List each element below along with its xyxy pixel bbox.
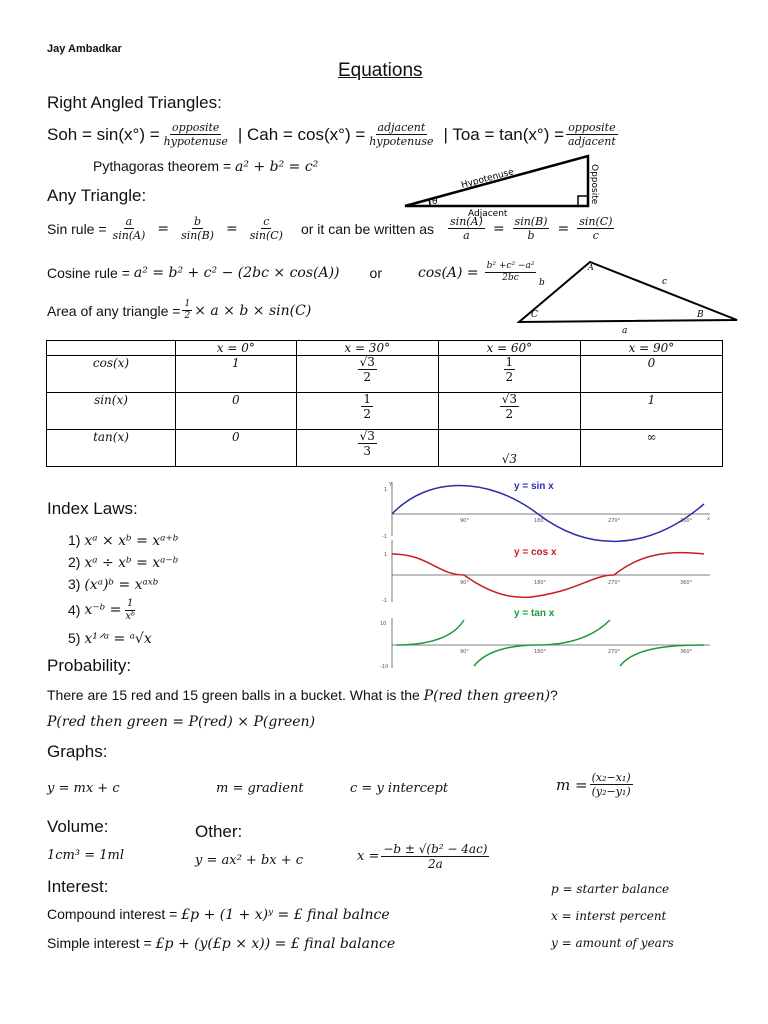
tan-label: y = tan x xyxy=(514,608,555,619)
tan-graph xyxy=(380,608,710,670)
compound-label: Compound interest = xyxy=(47,906,178,922)
frac-den: a xyxy=(463,229,470,242)
cah-label: | Cah = cos(x°) = xyxy=(237,124,366,144)
question-text: There are 15 red and 15 green balls in a bucket. What is the xyxy=(47,687,420,703)
header-cell: x = 0° xyxy=(176,341,297,356)
tan-y-neg-ten: -10 xyxy=(380,664,389,670)
frac-num: c xyxy=(263,215,270,228)
cell-num: 1 xyxy=(363,392,372,406)
cah-num: adjacent xyxy=(377,121,426,134)
trig-values-table xyxy=(46,340,723,467)
other-heading: Other: xyxy=(195,822,243,841)
value-cell: ∞ xyxy=(580,430,722,467)
value-cell xyxy=(296,393,438,430)
theta-label: θ xyxy=(432,197,438,207)
cos-alt-num: b² +c² −a² xyxy=(486,261,535,271)
soh-fraction xyxy=(162,122,230,147)
adjacent-label: Adjacent xyxy=(468,209,508,218)
formula-den: 2a xyxy=(428,857,443,871)
vertex-C: C xyxy=(531,310,538,320)
cell-den: 3 xyxy=(363,444,372,458)
tan-curve-2 xyxy=(474,620,610,666)
frac-den: b xyxy=(527,229,535,242)
cos-y-one: 1 xyxy=(384,552,388,558)
tick: 180° xyxy=(534,580,547,586)
tick: 360° xyxy=(680,518,693,524)
value-cell xyxy=(296,430,438,467)
trig-graphs-image xyxy=(378,478,714,672)
compound-equation: £p + (1 + x)ʸ = £ final balnce xyxy=(181,907,390,923)
general-triangle-shape xyxy=(519,262,737,322)
frac-den: sin(B) xyxy=(181,229,214,242)
function-cell: tan(x) xyxy=(47,430,176,467)
sin-rule-frac-b xyxy=(179,216,216,241)
probability-heading: Probability: xyxy=(47,656,132,675)
sin-rule-alt-a xyxy=(448,216,485,241)
toa-label: | Toa = tan(x°) = xyxy=(443,124,565,144)
cah-fraction xyxy=(367,122,435,147)
item-number: 3) xyxy=(68,576,81,592)
side-c: c xyxy=(662,277,668,287)
sin-rule-frac-c xyxy=(248,216,285,241)
sin-x-letter: x xyxy=(707,516,710,522)
table-row xyxy=(47,356,723,393)
header-cell: x = 60° xyxy=(438,341,580,356)
table-header-row xyxy=(47,341,723,356)
tick: 90° xyxy=(460,580,469,586)
tick: 90° xyxy=(460,518,469,524)
list-item xyxy=(68,574,178,596)
item-number: 4) xyxy=(68,601,81,618)
quadratic-formula xyxy=(357,843,491,870)
soh-label: Soh = sin(x°) = xyxy=(47,124,160,144)
cell-num: √3 xyxy=(359,355,375,369)
side-b: b xyxy=(539,278,545,288)
interest-heading: Interest: xyxy=(47,877,109,896)
sin-y-letter: y xyxy=(389,481,392,487)
frac-num: a xyxy=(125,215,133,228)
value-cell xyxy=(296,356,438,393)
cosine-rule-equation: a² = b² + c² − (2bc × cos(A)) xyxy=(133,264,340,281)
cah-den: hypotenuse xyxy=(369,135,434,148)
law-2: xᵃ ÷ xᵇ = xᵃ⁻ᵇ xyxy=(84,555,179,571)
or-text: or xyxy=(369,264,382,281)
tick: 360° xyxy=(680,580,693,586)
side-a: a xyxy=(622,326,628,336)
law-5: x¹ᐟᵃ = ᵃ√x xyxy=(84,631,152,647)
item-number: 5) xyxy=(68,630,81,646)
law-1: xᵃ × xᵇ = xᵃ⁺ᵇ xyxy=(84,533,179,549)
header-cell: x = 30° xyxy=(296,341,438,356)
x-definition: x = interst percent xyxy=(551,909,667,923)
hypotenuse-label: Hypotenuse xyxy=(460,167,515,191)
sin-y-one: 1 xyxy=(384,487,388,493)
frac-num: sin(A) xyxy=(450,215,483,228)
sin-rule-alt-c xyxy=(577,216,614,241)
tan-y-ten: 10 xyxy=(380,621,387,627)
any-triangle-heading: Any Triangle: xyxy=(47,186,147,205)
frac-den: sin(A) xyxy=(112,229,146,242)
tan-curve-1 xyxy=(396,620,464,645)
header-cell: x = 90° xyxy=(580,341,722,356)
value-cell xyxy=(438,393,580,430)
volume-heading: Volume: xyxy=(47,817,109,836)
value-cell: 1 xyxy=(580,393,722,430)
cell-den: 2 xyxy=(363,370,372,384)
gradient-num: (x₂−x₁) xyxy=(591,771,631,784)
item-number: 1) xyxy=(68,532,81,548)
right-triangle-diagram xyxy=(400,150,615,218)
gradient-fraction xyxy=(590,772,633,797)
list-item xyxy=(68,596,178,624)
volume-equation: 1cm³ = 1ml xyxy=(47,848,125,863)
area-line xyxy=(47,300,311,321)
cos-alt-den: 2bc xyxy=(502,273,519,283)
value-cell: 0 xyxy=(176,430,297,467)
compound-interest-line xyxy=(47,906,390,923)
vertex-B: B xyxy=(697,310,704,320)
tick: 270° xyxy=(608,518,621,524)
tick: 180° xyxy=(534,649,547,655)
formula-num: −b ± √(b² − 4ac) xyxy=(383,842,488,856)
question-end: ? xyxy=(550,687,558,703)
frac-num: sin(B) xyxy=(514,215,548,228)
cell-num: 1 xyxy=(505,355,514,369)
law-4-den: xᵇ xyxy=(125,610,136,622)
probability-question xyxy=(47,687,558,704)
toa-num: opposite xyxy=(568,121,616,134)
probability-equation: P(red then green = P(red) × P(green) xyxy=(47,714,316,730)
frac-den: c xyxy=(592,229,599,242)
value-cell: 0 xyxy=(176,393,297,430)
area-den: 2 xyxy=(184,311,191,321)
cell-den: 2 xyxy=(505,407,514,421)
law-3: (xᵃ)ᵇ = xᵃˣᵇ xyxy=(84,577,159,593)
frac-num: sin(C) xyxy=(579,215,613,228)
page-title: Equations xyxy=(338,60,423,81)
law-4-fraction xyxy=(123,599,137,622)
cosine-rule-line xyxy=(47,262,538,283)
formula-lhs: x = xyxy=(357,849,380,864)
or-written-text: or it can be written as xyxy=(300,220,435,237)
list-item xyxy=(68,530,178,552)
cell-num: √3 xyxy=(359,429,375,443)
sin-label: y = sin x xyxy=(514,481,554,492)
gradient-den: (y₂−y₁) xyxy=(591,785,631,798)
y-definition: y = amount of years xyxy=(551,936,674,950)
sin-graph xyxy=(382,481,710,541)
cos-alt-lhs: cos(A) = xyxy=(417,264,479,281)
item-number: 2) xyxy=(68,554,81,570)
p-definition: p = starter balance xyxy=(551,882,670,896)
toa-den: adjacent xyxy=(568,135,616,148)
opposite-label: Opposite xyxy=(589,164,599,205)
tick: 270° xyxy=(608,649,621,655)
sin-rule-alt-b xyxy=(513,216,550,241)
right-angle-marker xyxy=(578,196,588,206)
graphs-heading: Graphs: xyxy=(47,742,108,761)
author-name: Jay Ambadkar xyxy=(47,43,122,55)
question-math: P(red then green) xyxy=(423,688,551,704)
frac-den: sin(C) xyxy=(249,229,283,242)
list-item xyxy=(68,628,178,650)
right-angled-heading: Right Angled Triangles: xyxy=(47,93,222,112)
sin-y-neg-one: -1 xyxy=(382,534,387,540)
area-num: 1 xyxy=(184,299,191,309)
sin-curve xyxy=(392,486,704,542)
cos-label: y = cos x xyxy=(514,547,557,558)
formula-fraction xyxy=(381,843,489,870)
sin-rule-frac-a xyxy=(111,216,148,241)
area-half xyxy=(182,300,192,321)
table-row xyxy=(47,393,723,430)
index-laws-list xyxy=(68,530,178,650)
sin-rule-line: Sin rule = $\frac{a}{\sin(A)}$ = $\frac{b}{\sin(B)}$ = $\frac{c}{\sin(C)}$ or it can be written as $\frac{\sin(A)}{a}$ = $\frac{\sin(B)}{b}$ = $\frac{\sin(C)}{c}$ xyxy=(47,215,613,242)
value-cell xyxy=(438,356,580,393)
list-item xyxy=(68,552,178,574)
sin-rule-label: Sin rule = xyxy=(47,220,107,237)
pythagoras-line xyxy=(93,158,318,175)
simple-equation: £p + (y(£p × x)) = £ final balance xyxy=(155,936,396,952)
cosine-rule-label: Cosine rule = xyxy=(47,264,130,281)
cell-num: √3 xyxy=(501,392,517,406)
tick: 90° xyxy=(460,649,469,655)
toa-fraction xyxy=(566,122,618,147)
quadratic-equation: y = ax² + bx + c xyxy=(195,853,304,868)
line-equation: y = mx + c xyxy=(47,781,120,796)
cell-den: 2 xyxy=(505,370,514,384)
tick: 180° xyxy=(534,518,547,524)
table-row xyxy=(47,430,723,467)
area-label: Area of any triangle = xyxy=(47,302,181,319)
value-cell: 1 xyxy=(176,356,297,393)
header-cell xyxy=(47,341,176,356)
law-4-num: 1 xyxy=(127,597,134,609)
simple-label: Simple interest = xyxy=(47,935,152,951)
tick: 360° xyxy=(680,649,693,655)
frac-num: b xyxy=(194,215,202,228)
gradient-lhs: m = xyxy=(556,775,588,794)
soh-num: opposite xyxy=(172,121,220,134)
gradient-formula xyxy=(556,772,635,797)
function-cell: cos(x) xyxy=(47,356,176,393)
function-cell: sin(x) xyxy=(47,393,176,430)
vertex-A: A xyxy=(588,263,594,272)
cos-graph xyxy=(382,540,710,604)
pythagoras-label: Pythagoras theorem = xyxy=(93,158,232,174)
general-triangle-diagram xyxy=(505,254,745,336)
index-laws-heading: Index Laws: xyxy=(47,499,138,518)
soh-den: hypotenuse xyxy=(163,135,228,148)
cos-y-neg-one: -1 xyxy=(382,598,387,604)
simple-interest-line xyxy=(47,935,395,952)
soh-cah-toa-line xyxy=(47,122,620,147)
tick: 270° xyxy=(608,580,621,586)
gradient-def: m = gradient xyxy=(216,781,304,796)
value-cell: √3 xyxy=(438,430,580,467)
area-equation: × a × b × sin(C) xyxy=(194,302,312,319)
intercept-def: c = y intercept xyxy=(350,781,449,796)
pythagoras-equation: a² + b² = c² xyxy=(235,159,319,175)
value-cell: 0 xyxy=(580,356,722,393)
law-4-lhs: x⁻ᵇ = xyxy=(84,601,122,618)
cell-den: 2 xyxy=(363,407,372,421)
